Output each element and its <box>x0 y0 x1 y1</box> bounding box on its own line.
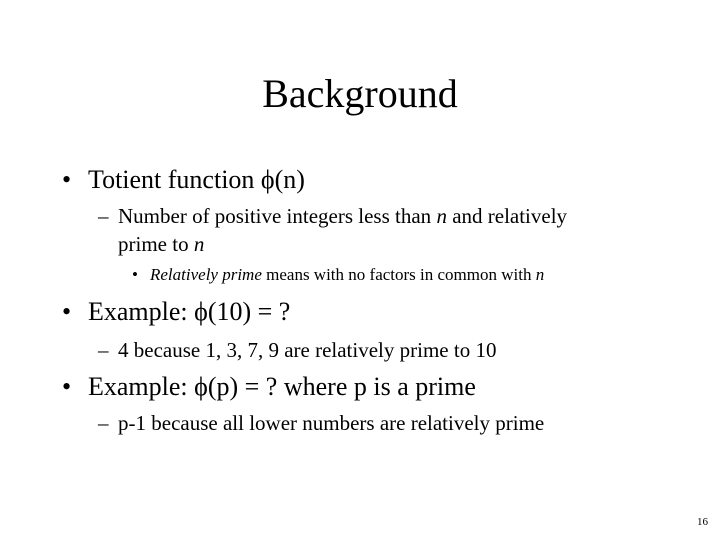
variable-n: n <box>535 265 545 284</box>
sub-bullet-definition-line1 <box>118 203 567 229</box>
page-number: 16 <box>697 516 708 528</box>
bullet-marker: • <box>62 297 72 326</box>
bullet-example-phi-p: Example: ϕ(p) = ? where p is a prime <box>88 372 476 401</box>
relatively-prime-term: Relatively prime <box>150 265 262 284</box>
slide-title: Background <box>262 71 458 116</box>
sub-bullet-answer-p-1: p-1 because all lower numbers are relatively prime <box>118 411 545 435</box>
bullet-example-phi-10: Example: ϕ(10) = ? <box>88 297 291 326</box>
bullet-marker-small: • <box>132 265 138 284</box>
definition-text-b: and relatively <box>446 204 568 228</box>
dash-marker: – <box>98 204 109 228</box>
definition-text-c: prime to <box>118 232 194 256</box>
bullet-marker: • <box>62 165 72 194</box>
dash-marker: – <box>98 411 109 435</box>
variable-n: n <box>436 204 447 228</box>
variable-n: n <box>193 232 205 256</box>
definition-text-a: Number of positive integers less than <box>118 204 437 228</box>
sub-bullet-answer-4: 4 because 1, 3, 7, 9 are relatively prime to 10 <box>118 338 497 362</box>
sub-bullet-definition-line2 <box>118 231 204 257</box>
dash-marker: – <box>98 338 109 362</box>
sub-sub-bullet-relatively-prime <box>150 265 544 285</box>
relatively-prime-text: means with no factors in common with <box>261 265 536 284</box>
bullet-marker: • <box>62 372 72 401</box>
bullet-totient-function: Totient function ϕ(n) <box>88 165 305 194</box>
